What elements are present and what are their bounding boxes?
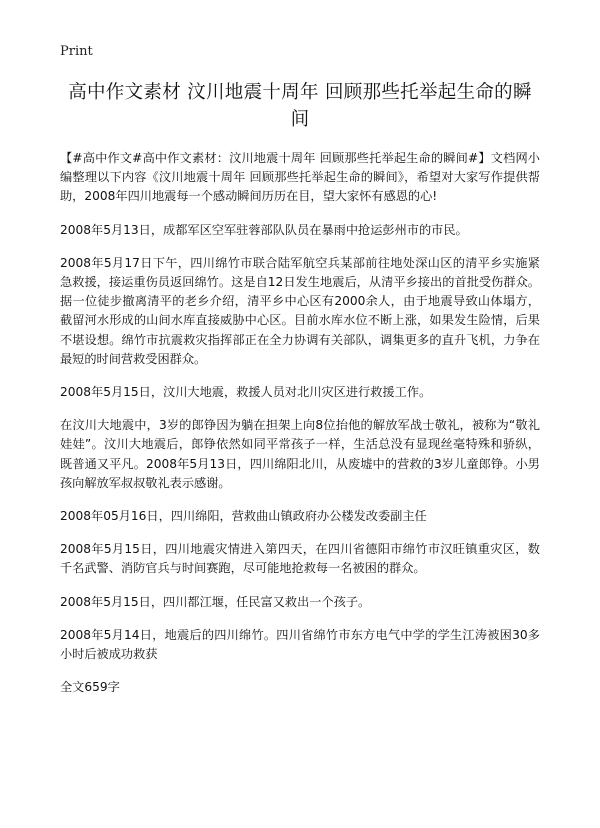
- caption-paragraph: 2008年5月15日，四川都江堰，任民富又救出一个孩子。: [60, 594, 371, 609]
- word-count: 全文659字: [60, 680, 120, 695]
- print-link[interactable]: Print: [60, 44, 93, 59]
- caption-paragraph: 2008年5月13日，成都军区空军驻蓉部队队员在暴雨中抢运彭州市的市民。: [60, 222, 468, 237]
- caption-paragraph: 2008年5月15日，汶川大地震，救援人员对北川灾区进行救援工作。: [60, 385, 432, 400]
- caption-paragraph: 在汶川大地震中，3岁的郎铮因为躺在担架上向8位抬他的解放军战士敬礼，被称为“敬礼娃娃”。汶川大地震后，郎铮依然如同平常孩子一样，生活总没有显现丝毫特殊和骄纵，既普通又平凡。2008年5月13日，四川绵阳北川，从废墟中的营救的3岁儿童郎铮。小男孩向解放军叔叔敬礼表示感谢。: [60, 418, 540, 490]
- caption-paragraph: 2008年5月15日，四川地震灾情进入第四天，在四川省德阳市绵竹市汉旺镇重灾区，数千名武警、消防官兵与时间赛跑，尽可能地抢救每一名被困的群众。: [60, 542, 540, 576]
- intro-paragraph: 【#高中作文#高中作文素材：汶川地震十周年 回顾那些托举起生命的瞬间#】文档网小编整理以下内容《汶川地震十周年 回顾那些托举起生命的瞬间》，希望对大家写作提供帮助，2008年四川地震每一个感动瞬间历历在目，望大家怀有感恩的心!: [60, 151, 540, 204]
- article-title: 高中作文素材 汶川地震十周年 回顾那些托举起生命的瞬间: [68, 82, 532, 130]
- caption-paragraph: 2008年5月17日下午，四川绵竹市联合陆军航空兵某部前往地处深山区的清平乡实施紧急救援，接运重伤员返回绵竹。这是自12日发生地震后，从清平乡接出的首批受伤群众。据一位徒步撤离清平的老乡介绍，清平乡中心区有2000余人，由于地震导致山体塌方，截留河水形成的山间水库直接威胁中心区。目前水库水位不断上涨，如果发生险情，后果不堪设想。绵竹市抗震救灾指挥部正在全力协调有关部队，调集更多的直升飞机，力争在最短的时间营救受困群众。: [60, 255, 540, 366]
- caption-paragraph: 2008年5月14日，地震后的四川绵竹。四川省绵竹市东方电气中学的学生江涛被困30多小时后被成功救获: [60, 627, 540, 662]
- caption-paragraph: 2008年05月16日，四川绵阳，营救曲山镇政府办公楼发改委副主任: [60, 509, 427, 524]
- article-body: [60, 149, 540, 664]
